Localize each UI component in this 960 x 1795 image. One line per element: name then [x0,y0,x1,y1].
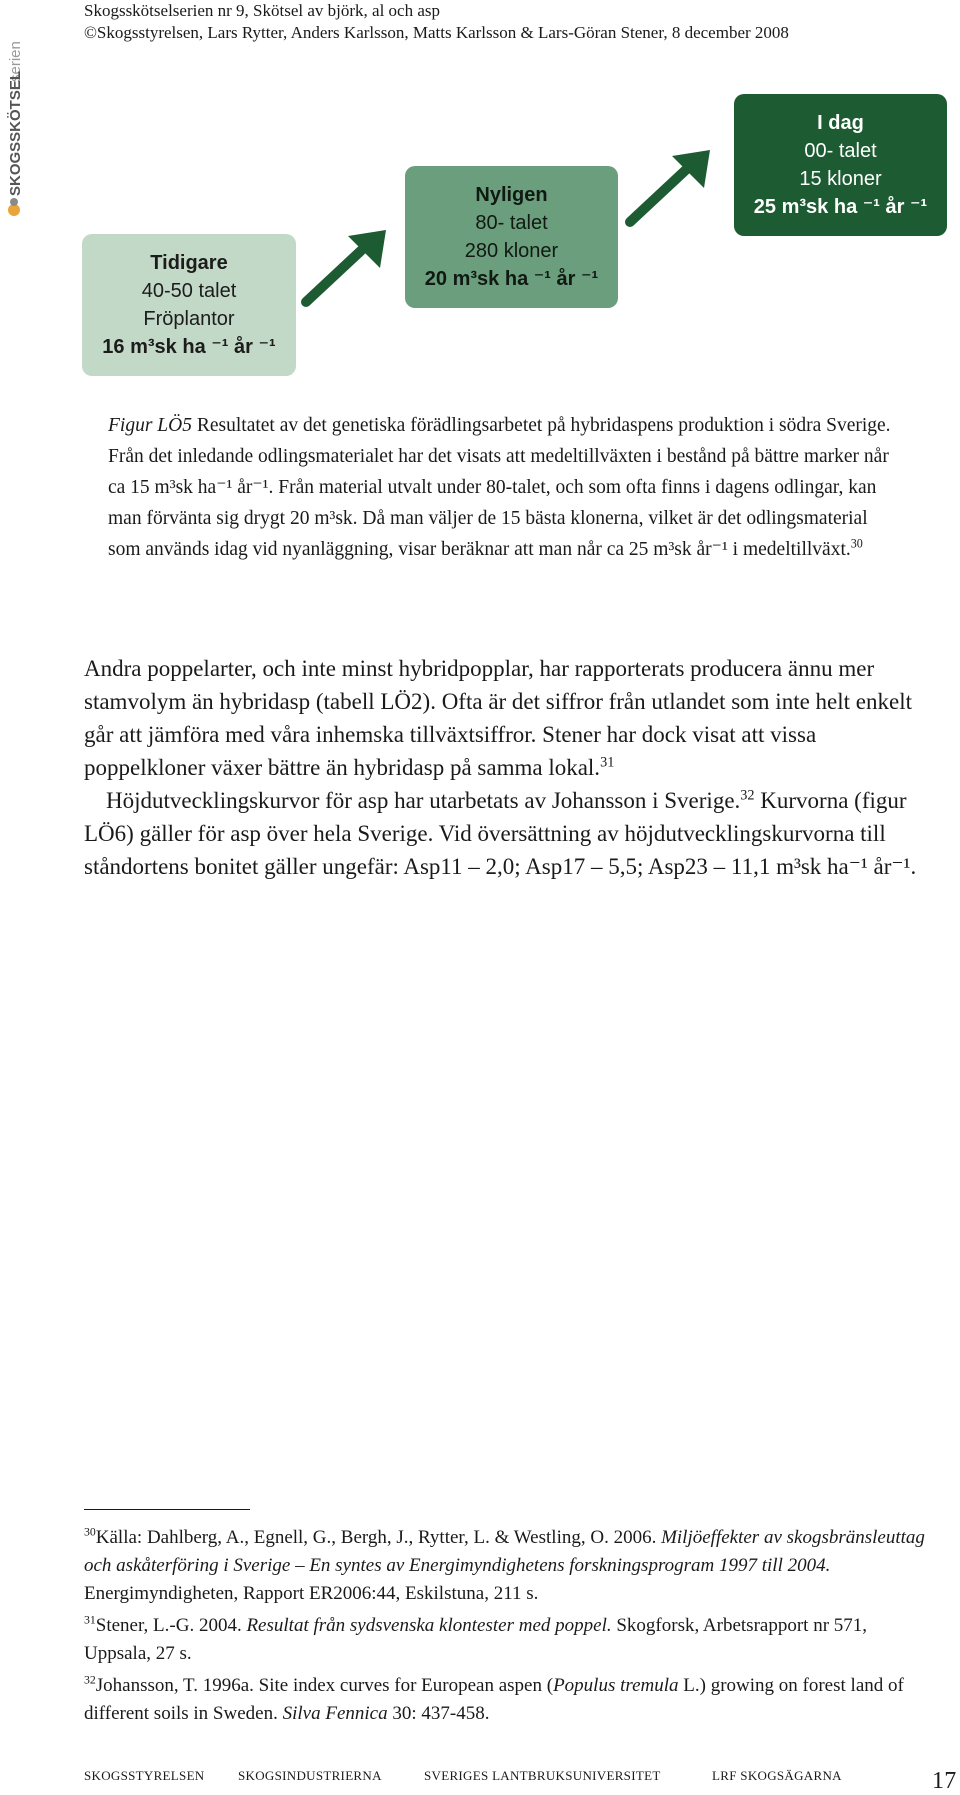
footnote-divider [84,1509,250,1510]
running-header [84,0,789,44]
footnote-text: Skogforsk, Arbetsrapport nr 571, Uppsala, 27 s. [84,1615,868,1664]
footnote-title: Miljöeffekter av skogsbränsleuttag och askåterföring i Sverige – En syntes av Energimyndighetens forskningsprogram 1997 till 2004. [84,1527,925,1576]
box2-production: 20 m³sk ha ⁻¹ år ⁻¹ [424,268,599,290]
footnote-32 [84,1672,934,1728]
page-footer [84,1764,960,1794]
header-copyright-line: ©Skogsstyrelsen, Lars Rytter, Anders Karlsson, Matts Karlsson & Lars-Göran Stener, 8 december 2008 [84,23,789,42]
arrow-up-right-icon [624,148,714,230]
box1-production: 16 m³sk ha ⁻¹ år ⁻¹ [102,336,276,358]
box3-production: 25 m³sk ha ⁻¹ år ⁻¹ [753,196,928,218]
box2-period: 80- talet [475,212,548,234]
paragraph [84,652,934,784]
footer-org-skogsstyrelsen: SKOGSSTYRELSEN [84,1768,205,1783]
footnote-text: Johansson, T. 1996a. Site index curves for European aspen ( [95,1675,554,1696]
logo-leaf-icon [8,198,20,216]
footnote-text: Källa: Dahlberg, A., Egnell, G., Bergh, J., Rytter, L. & Westling, O. 2006. [95,1527,662,1548]
logo-text-light: serien [7,41,24,82]
figure-box-tidigare [82,234,296,376]
footer-org-skogsindustrierna: SKOGSINDUSTRIERNA [238,1768,382,1783]
header-series-line: Skogsskötselserien nr 9, Skötsel av björk, al och asp [84,1,441,20]
paragraph-text: Höjdutvecklingskurvor för asp har utarbetats av Johansson i Sverige. [106,788,741,813]
footnote-text: 30: 437-458. [387,1703,490,1724]
footnote-journal: Silva Fennica [282,1703,388,1724]
series-logo [4,36,26,256]
box1-material: Fröplantor [143,308,235,330]
footnote-ref-32: 32 [740,787,755,804]
footnote-ref-31: 31 [600,754,615,771]
box3-period: 00- talet [804,140,877,162]
paragraph [84,784,934,883]
box2-title: Nyligen [475,184,548,206]
footer-org-slu: SVERIGES LANTBRUKSUNIVERSITET [424,1768,661,1783]
figure-caption [108,410,898,565]
footnote-text: Energimyndigheten, Rapport ER2006:44, Eskilstuna, 211 s. [84,1583,539,1604]
page-number: 17 [932,1768,957,1794]
body-text [84,652,934,883]
footnote-text: Stener, L.-G. 2004. [95,1615,247,1636]
arrow-up-right-icon [300,228,390,310]
footnote-number: 30 [84,1525,96,1539]
box3-title: I dag [817,112,864,134]
logo-text-dark: SKOGSSKÖTSEL [7,70,24,196]
box2-material: 280 kloner [464,240,559,262]
paragraph-text: Andra poppelarter, och inte minst hybridpopplar, har rapporterats producera ännu mer stamvolym än hybridasp (tabell LÖ2). Ofta är det siffror från utlandet som inte helt enkelt går att jämföra med våra inhemska tillväxtsiffror. Stener har dock visat att vissa poppelkloner växer bättre än hybridasp på samma lokal. [84,656,912,780]
footnote-30 [84,1524,934,1608]
footnotes [84,1524,934,1732]
footnote-species: Populus tremula [553,1675,679,1696]
figure-box-nyligen [405,166,618,308]
footnote-31 [84,1612,934,1668]
footnote-title: Resultat från sydsvenska klontester med poppel. [246,1615,612,1636]
caption-text: Resultatet av det genetiska förädlingsarbetet på hybridaspens produktion i södra Sverige. Från det inledande odlingsmaterialet har det visats att medeltillväxten i bestånd på bättre marker når ca 15 m³sk ha⁻¹ år⁻¹. Från material utvalt under 80-talet, och som ofta finns i dagens odlingar, kan man förvänta sig drygt 20 m³sk. Då man väljer de 15 bästa klonerna, vilket är det odlingsmaterial som används idag vid nyanläggning, visar beräknar att man når ca 25 m³sk år⁻¹ i medeltillväxt. [108,415,891,560]
box3-material: 15 kloner [799,168,882,190]
box1-period: 40-50 talet [141,280,237,302]
footer-org-lrf: LRF SKOGSÄGARNA [712,1768,842,1783]
caption-footnote-ref: 30 [850,536,863,551]
footnote-text: L.) growing on forest land of different soils in Sweden. [84,1675,904,1724]
caption-label: Figur LÖ5 [108,415,192,436]
paragraph-text: Kurvorna (figur LÖ6) gäller för asp över hela Sverige. Vid översättning av höjdutvecklingskurvorna till ståndortens bonitet gäller ungefär: Asp11 – 2,0; Asp17 – 5,5; Asp23 – 11,1 m³sk ha⁻¹ år⁻¹. [84,788,917,879]
footnote-number: 31 [84,1613,96,1627]
figure-box-i-dag [734,94,947,236]
box1-title: Tidigare [150,252,228,274]
footnote-number: 32 [84,1673,96,1687]
